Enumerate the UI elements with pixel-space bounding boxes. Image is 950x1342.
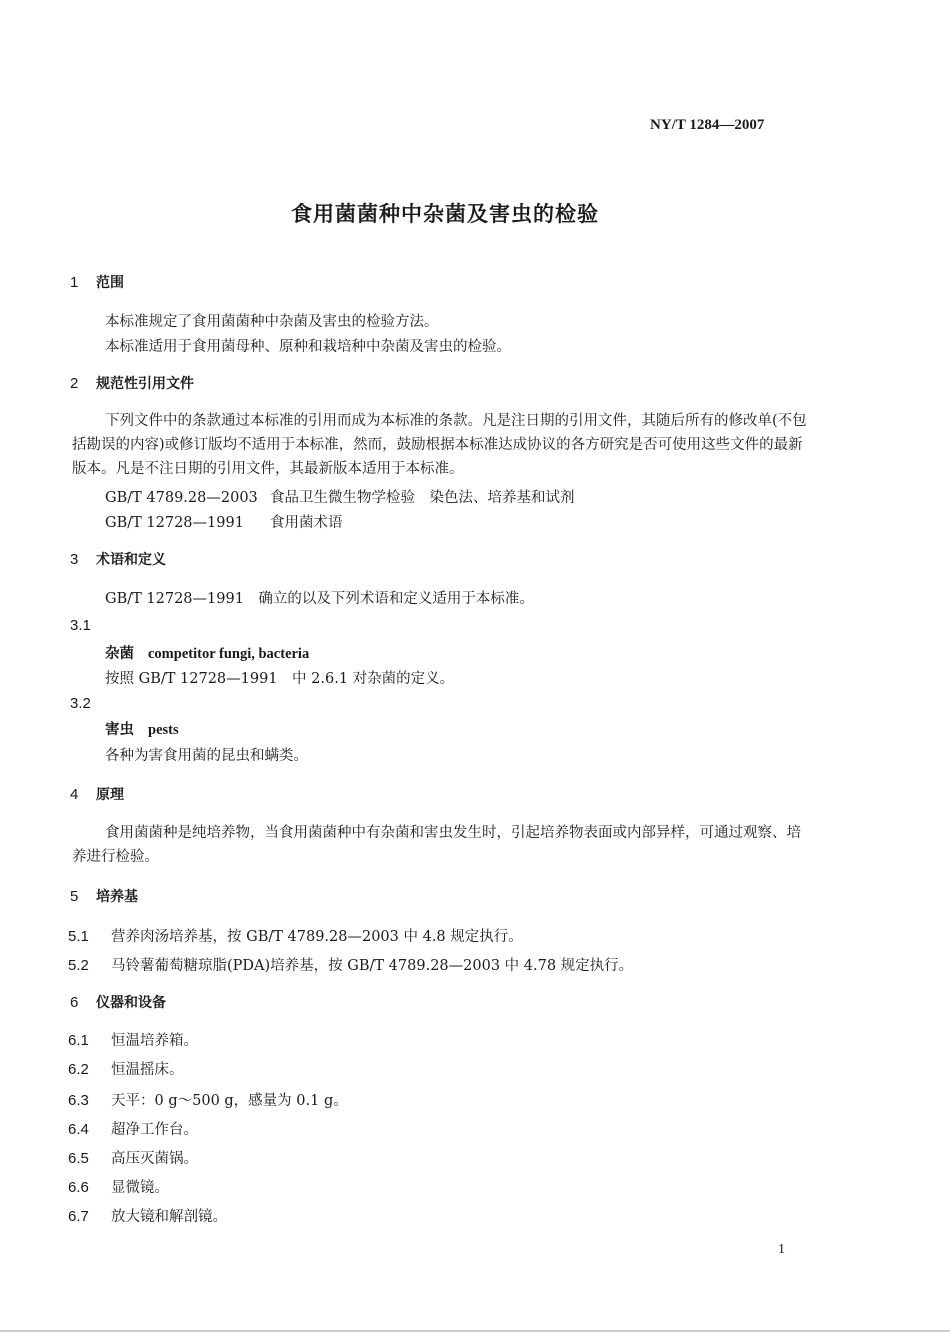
- reference-item: [105, 491, 575, 506]
- standard-number: NY/T 1284—2007: [650, 117, 765, 133]
- item-number: 6.7: [68, 1208, 89, 1225]
- scan-edge-divider: [0, 1330, 950, 1332]
- section-number: 3: [70, 551, 79, 568]
- term-en: competitor fungi, bacteria: [148, 646, 310, 662]
- section-title: 仪器和设备: [96, 995, 166, 1011]
- list-item: [68, 1093, 348, 1109]
- document-title: 食用菌菌种中杂菌及害虫的检验: [291, 202, 599, 226]
- item-number: 5.2: [68, 957, 89, 974]
- subclause-number: 3.1: [70, 617, 91, 634]
- item-text: 营养肉汤培养基，按 GB/T 4789.28—2003 中 4.8 规定执行。: [111, 929, 523, 945]
- term-en: pests: [148, 722, 179, 738]
- page-number: 1: [778, 1242, 785, 1257]
- subclause-number: 3.2: [70, 695, 91, 712]
- term: [105, 723, 179, 738]
- item-text: 高压灭菌锅。: [111, 1151, 198, 1167]
- section-title: 规范性引用文件: [96, 376, 194, 392]
- paragraph: GB/T 12728—1991 确立的以及下列术语和定义适用于本标准。: [105, 591, 534, 607]
- term-zh: 害虫: [105, 721, 134, 738]
- section-number: 6: [70, 994, 79, 1011]
- item-text: 马铃薯葡萄糖琼脂(PDA)培养基，按 GB/T 4789.28—2003 中 4.78 规定执行。: [111, 958, 634, 974]
- reference-title: 食品卫生微生物学检验 染色法、培养基和试剂: [270, 490, 575, 506]
- section-2-heading: [70, 376, 194, 391]
- section-4-heading: [70, 787, 124, 802]
- paragraph: 下列文件中的条款通过本标准的引用而成为本标准的条款。凡是注日期的引用文件，其随后所有的修改单(不包括勘误的内容)或修订版均不适用于本标准，然而，鼓励根据本标准达成协议的各方研究是否可使用这些文件的最新版本。凡是不注日期的引用文件，其最新版本适用于本标准。: [72, 413, 807, 477]
- reference-code: GB/T 12728—1991: [105, 515, 244, 531]
- list-item: [68, 1209, 227, 1225]
- section-6-heading: [70, 995, 166, 1010]
- item-text: 天平：0 g～500 g，感量为 0.1 g。: [111, 1093, 348, 1109]
- paragraph: 本标准适用于食用菌母种、原种和栽培种中杂菌及害虫的检验。: [105, 339, 511, 355]
- section-number: 4: [70, 786, 79, 803]
- reference-code: GB/T 4789.28—2003: [105, 490, 258, 506]
- item-number: 6.6: [68, 1179, 89, 1196]
- section-1-heading: [70, 275, 124, 290]
- reference-title: 食用菌术语: [270, 515, 343, 531]
- list-item: [68, 1062, 184, 1078]
- reference-item: [105, 516, 343, 531]
- item-number: 6.2: [68, 1061, 89, 1078]
- term: [105, 647, 309, 662]
- item-text: 放大镜和解剖镜。: [111, 1209, 227, 1225]
- item-text: 超净工作台。: [111, 1122, 198, 1138]
- item-number: 5.1: [68, 928, 89, 945]
- item-number: 6.1: [68, 1032, 89, 1049]
- paragraph: 食用菌菌种是纯培养物，当食用菌菌种中有杂菌和害虫发生时，引起培养物表面或内部异样，可通过观察、培养进行检验。: [72, 825, 801, 865]
- section-title: 范围: [96, 275, 124, 291]
- item-number: 6.4: [68, 1121, 89, 1138]
- term-zh: 杂菌: [105, 645, 134, 662]
- section-title: 培养基: [96, 889, 138, 905]
- section-title: 原理: [96, 787, 124, 803]
- section-number: 2: [70, 375, 79, 392]
- section-3-heading: [70, 552, 166, 567]
- item-number: 6.3: [68, 1092, 89, 1109]
- section-number: 5: [70, 888, 79, 905]
- item-text: 恒温培养箱。: [111, 1033, 198, 1049]
- definition: 按照 GB/T 12728—1991 中 2.6.1 对杂菌的定义。: [105, 671, 455, 687]
- item-number: 6.5: [68, 1150, 89, 1167]
- list-item: [68, 958, 633, 974]
- definition: 各种为害食用菌的昆虫和螨类。: [105, 748, 308, 764]
- section-number: 1: [70, 274, 79, 291]
- list-item: [68, 1122, 198, 1138]
- list-item: [68, 1033, 198, 1049]
- list-item: [68, 929, 523, 945]
- list-item: [68, 1180, 169, 1196]
- item-text: 显微镜。: [111, 1180, 169, 1196]
- section-5-heading: [70, 889, 138, 904]
- paragraph: 本标准规定了食用菌菌种中杂菌及害虫的检验方法。: [105, 314, 439, 330]
- section-title: 术语和定义: [96, 552, 166, 568]
- list-item: [68, 1151, 198, 1167]
- item-text: 恒温摇床。: [111, 1062, 184, 1078]
